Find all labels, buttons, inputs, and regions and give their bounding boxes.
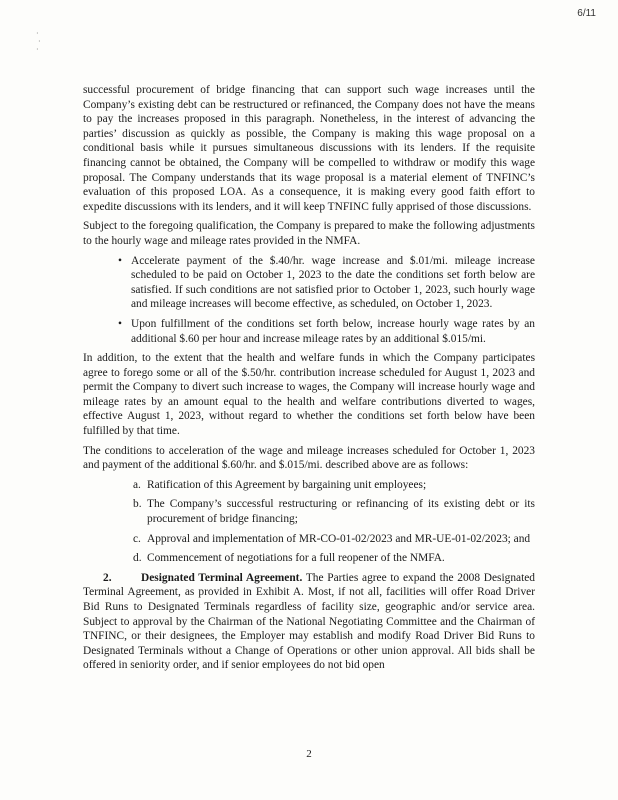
condition-text: The Company’s successful restructuring or refinancing of its existing debt or its procurement of bridge financing; <box>147 498 535 526</box>
bullet-item: • Accelerate payment of the $.40/hr. wage increase and $.01/mi. mileage increase scheduled to be paid on October 1, 2023 to the date the conditions set forth below are satisfied. If such conditions are not satisfied prior to October 1, 2023, such hourly wage and mileage increases will become effective, as scheduled, on October 1, 2023. <box>119 254 535 312</box>
section-text: The Parties agree to expand the 2008 Designated Terminal Agreement, as provided in Exhibit A. Most, if not all, facilities will offer Road Driver Bid Runs to Designated Terminals regardless of facility size, geographic and/or service area. Subject to approval by the Chairman of the National Negotiating Committee and the Chairman of TNFINC, or their designees, the Employer may establish and modify Road Driver Bid Runs to Designated Terminals without a Change of Operations or other union approval. All bids shall be offered in seniority order, and if senior employees do not bid open <box>83 571 535 672</box>
bullet-item: • Upon fulfillment of the conditions set forth below, increase hourly wage rates by an additional $.60 per hour and increase mileage rates by an additional $.015/mi. <box>119 317 535 346</box>
condition-item <box>133 478 535 493</box>
condition-marker: b. <box>133 498 142 511</box>
wage-bullet-list <box>83 254 535 347</box>
page-fraction: 6/11 <box>577 8 596 19</box>
condition-text: Approval and implementation of MR-CO-01-02/2023 and MR-UE-01-02/2023; and <box>147 532 531 545</box>
condition-text: Commencement of negotiations for a full reopener of the NMFA. <box>147 552 445 565</box>
conditions-list <box>83 478 535 566</box>
condition-text: Ratification of this Agreement by bargaining unit employees; <box>147 478 427 491</box>
condition-marker: a. <box>133 478 141 491</box>
paragraph-health-welfare: In addition, to the extent that the health and welfare funds in which the Company participates agree to forego some or all of the $.50/hr. contribution increase scheduled for August 1, 2023 and permit the Company to divert such increase to wages, the Company will increase hourly wage and mileage rates by an amount equal to the health and welfare contributions diverted to wages, effective August 1, 2023, without regard to whether the conditions set forth below have been fulfilled by that time. <box>83 352 535 438</box>
paragraph-adjustments: Subject to the foregoing qualification, the Company is prepared to make the following adjustments to the hourly wage and mileage rates provided in the NMFA. <box>83 220 535 247</box>
section-designated-terminal <box>83 571 535 673</box>
paragraph-conditions-intro: The conditions to acceleration of the wage and mileage increases scheduled for October 1, 2023 and payment of the additional $.60/hr. and $.015/mi. described above are as follows: <box>83 444 535 472</box>
document-body <box>83 83 535 678</box>
condition-marker: c. <box>133 532 141 545</box>
section-title: Designated Terminal Agreement. <box>141 571 303 584</box>
paragraph-financing: successful procurement of bridge financing that can support such wage increases until the Company’s existing debt can be restructured or refinanced, the Company does not have the means to pay the increases proposed in this paragraph. Nonetheless, in the interest of advancing the parties’ discussion as quickly as possible, the Company is making this wage proposal on a conditional basis while it pursues simultaneous discussions with its lenders. If the requisite financing cannot be obtained, the Company will be compelled to withdraw or modify this wage proposal. The Company understands that its wage proposal is a material element of TNFINC’s evaluation of this proposed LOA. As a consequence, it is making every good faith effort to expedite discussions with its lenders, and it will keep TNFINC fully apprised of those discussions. <box>83 84 535 213</box>
condition-item <box>133 532 535 547</box>
section-number: 2. <box>103 571 112 584</box>
condition-marker: d. <box>133 552 142 565</box>
condition-item <box>133 551 535 566</box>
condition-item <box>133 497 535 526</box>
page-number: 2 <box>306 748 312 760</box>
scan-specks: · · · <box>36 29 41 54</box>
